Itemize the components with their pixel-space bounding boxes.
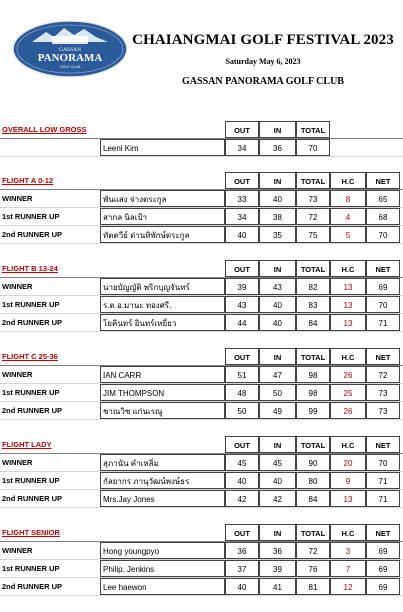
event-date: Saturday May 6, 2023 <box>225 57 301 66</box>
table-row <box>0 578 403 596</box>
score-in: 50 <box>259 384 296 401</box>
player-name: JIM THOMPSON <box>100 384 225 401</box>
score-out: 34 <box>225 139 259 156</box>
table-row <box>0 560 403 578</box>
results-section <box>0 524 403 596</box>
gassan-panorama-logo <box>12 20 128 78</box>
score-total: 82 <box>296 278 330 295</box>
score-out: 48 <box>225 384 259 401</box>
table-row <box>0 296 403 314</box>
column-header-total: TOTAL <box>296 436 330 453</box>
player-name: กัลยากร ภานุวัฒน์พงษ์ธร <box>100 472 225 489</box>
player-name: Lee haewon <box>100 578 225 595</box>
logo-line3: GOLF CLUB <box>60 65 80 69</box>
player-name: IAN CARR <box>100 366 225 383</box>
score-out: 51 <box>225 366 259 383</box>
results-section <box>0 260 403 332</box>
score-out: 43 <box>225 296 259 313</box>
table-row <box>0 366 403 384</box>
score-out: 37 <box>225 560 259 577</box>
player-name: ทัตตวีย์ ด่านทิพักษ์ตระกูล <box>100 226 225 243</box>
logo-line1: GASSAN <box>58 47 82 53</box>
score-hc: 20 <box>330 454 366 471</box>
score-hc: 13 <box>330 314 366 331</box>
placement-label: 1st RUNNER UP <box>2 300 60 309</box>
results-tables <box>0 121 403 612</box>
score-net: 71 <box>366 314 400 331</box>
column-header-net: NET <box>366 260 400 277</box>
score-hc: 7 <box>330 560 366 577</box>
column-header-hc: H.C <box>330 260 366 277</box>
placement-label: WINNER <box>2 458 33 467</box>
score-total: 99 <box>296 402 330 419</box>
score-total: 72 <box>296 542 330 559</box>
column-header-net: NET <box>366 524 400 541</box>
score-total: 84 <box>296 490 330 507</box>
score-net: 69 <box>366 578 400 595</box>
score-net: 71 <box>366 490 400 507</box>
score-net: 69 <box>366 278 400 295</box>
score-out: 39 <box>225 278 259 295</box>
column-header-total: TOTAL <box>296 260 330 277</box>
section-header-row <box>0 260 403 278</box>
score-total: 70 <box>296 139 330 156</box>
placement-label: 2nd RUNNER UP <box>2 494 63 503</box>
column-header-net: NET <box>366 348 400 365</box>
column-header-net: NET <box>366 436 400 453</box>
score-hc: 12 <box>330 578 366 595</box>
score-total: 72 <box>296 208 330 225</box>
column-header-hc: H.C <box>330 172 366 189</box>
score-hc: 26 <box>330 402 366 419</box>
table-row <box>0 314 403 332</box>
player-name: Mrs.Jay Jones <box>100 490 225 507</box>
score-total: 81 <box>296 578 330 595</box>
column-header-total: TOTAL <box>296 348 330 365</box>
score-net: 65 <box>366 190 400 207</box>
category-title: FLIGHT C 25-36 <box>2 352 58 361</box>
score-total: 84 <box>296 314 330 331</box>
score-hc: 4 <box>330 208 366 225</box>
score-out: 44 <box>225 314 259 331</box>
category-title: FLIGHT B 13-24 <box>2 264 58 273</box>
score-net: 70 <box>366 226 400 243</box>
player-name: พันแสง จ่างตระกูล <box>100 190 225 207</box>
score-net: 73 <box>366 402 400 419</box>
table-row <box>0 384 403 402</box>
category-title: FLIGHT LADY <box>2 440 52 449</box>
section-header-row <box>0 524 403 542</box>
score-hc: 5 <box>330 226 366 243</box>
section-header-row <box>0 436 403 454</box>
column-header-in: IN <box>259 436 296 453</box>
table-row <box>0 139 403 157</box>
score-out: 33 <box>225 190 259 207</box>
score-net: 72 <box>366 366 400 383</box>
score-net: 69 <box>366 560 400 577</box>
score-in: 49 <box>259 402 296 419</box>
placement-label: 1st RUNNER UP <box>2 476 60 485</box>
column-header-total: TOTAL <box>296 172 330 189</box>
table-row <box>0 454 403 472</box>
placement-label: WINNER <box>2 282 33 291</box>
page-header <box>0 0 403 118</box>
score-total: 83 <box>296 296 330 313</box>
club-name: GASSAN PANORAMA GOLF CLUB <box>182 76 344 87</box>
column-header-out: OUT <box>225 524 259 541</box>
section-header-row <box>0 172 403 190</box>
score-out: 36 <box>225 542 259 559</box>
player-name: โยคินทร์ อินทร์เหยี่ยว <box>100 314 225 331</box>
table-row <box>0 490 403 508</box>
score-out: 50 <box>225 402 259 419</box>
results-section <box>0 348 403 420</box>
placement-label: WINNER <box>2 370 33 379</box>
placement-label: 2nd RUNNER UP <box>2 406 63 415</box>
score-total: 80 <box>296 472 330 489</box>
results-section <box>0 121 403 157</box>
placement-label: 2nd RUNNER UP <box>2 230 63 239</box>
page-title: CHAIANGMAI GOLF FESTIVAL 2023 <box>132 32 394 48</box>
score-in: 36 <box>259 542 296 559</box>
score-net: 69 <box>366 542 400 559</box>
score-hc: 26 <box>330 366 366 383</box>
table-row <box>0 190 403 208</box>
score-in: 42 <box>259 490 296 507</box>
score-net: 70 <box>366 454 400 471</box>
placement-label: 2nd RUNNER UP <box>2 318 63 327</box>
results-section <box>0 436 403 508</box>
logo-line2: PANORAMA <box>37 52 103 64</box>
score-in: 35 <box>259 226 296 243</box>
score-net: 71 <box>366 472 400 489</box>
column-header-hc: H.C <box>330 348 366 365</box>
column-header-in: IN <box>259 524 296 541</box>
score-out: 40 <box>225 226 259 243</box>
score-hc: 13 <box>330 296 366 313</box>
player-name: ร.ต.อ.มานะ ทองศรี. <box>100 296 225 313</box>
column-header-hc: H.C <box>330 524 366 541</box>
player-name: นายบัญญัติ พริกบุญจันทร์ <box>100 278 225 295</box>
player-name: Leeni Kim <box>100 139 225 156</box>
player-name: สากล นิลเป้า <box>100 208 225 225</box>
category-title: FLIGHT SENIOR <box>2 528 60 537</box>
player-name: Hong youngpyo <box>100 542 225 559</box>
column-header-in: IN <box>259 260 296 277</box>
score-in: 36 <box>259 139 296 156</box>
score-in: 39 <box>259 560 296 577</box>
placement-label: 2nd RUNNER UP <box>2 582 63 591</box>
column-header-hc: H.C <box>330 436 366 453</box>
score-net: 68 <box>366 208 400 225</box>
score-in: 40 <box>259 472 296 489</box>
score-in: 40 <box>259 314 296 331</box>
score-hc: 9 <box>330 472 366 489</box>
column-header-out: OUT <box>225 436 259 453</box>
column-header-in: IN <box>259 348 296 365</box>
score-total: 73 <box>296 190 330 207</box>
placement-label: 1st RUNNER UP <box>2 564 60 573</box>
score-net: 70 <box>366 296 400 313</box>
score-hc: 3 <box>330 542 366 559</box>
score-total: 98 <box>296 384 330 401</box>
score-hc: 8 <box>330 190 366 207</box>
column-header-out: OUT <box>225 172 259 189</box>
results-section <box>0 172 403 244</box>
score-out: 34 <box>225 208 259 225</box>
player-name: สุภานัน คำเหลิ่ม <box>100 454 225 471</box>
column-header-out: OUT <box>225 348 259 365</box>
score-out: 45 <box>225 454 259 471</box>
score-out: 42 <box>225 490 259 507</box>
section-header-row <box>0 121 403 139</box>
score-in: 43 <box>259 278 296 295</box>
score-out: 40 <box>225 472 259 489</box>
placement-label: 1st RUNNER UP <box>2 212 60 221</box>
section-header-row <box>0 348 403 366</box>
placement-label: 1st RUNNER UP <box>2 388 60 397</box>
column-header-in: IN <box>259 121 296 138</box>
placement-label: WINNER <box>2 546 33 555</box>
table-row <box>0 226 403 244</box>
table-row <box>0 278 403 296</box>
column-header-total: TOTAL <box>296 524 330 541</box>
score-out: 40 <box>225 578 259 595</box>
category-title: OVERALL LOW GROSS <box>2 125 87 134</box>
score-total: 90 <box>296 454 330 471</box>
score-in: 45 <box>259 454 296 471</box>
table-row <box>0 208 403 226</box>
score-hc: 13 <box>330 490 366 507</box>
score-net: 73 <box>366 384 400 401</box>
score-total: 76 <box>296 560 330 577</box>
category-title: FLIGHT A 0-12 <box>2 176 54 185</box>
column-header-net: NET <box>366 172 400 189</box>
score-hc: 13 <box>330 278 366 295</box>
score-in: 41 <box>259 578 296 595</box>
score-hc: 25 <box>330 384 366 401</box>
table-row <box>0 402 403 420</box>
table-row <box>0 542 403 560</box>
score-total: 75 <box>296 226 330 243</box>
column-header-total: TOTAL <box>296 121 330 138</box>
column-header-out: OUT <box>225 121 259 138</box>
score-in: 40 <box>259 190 296 207</box>
score-in: 40 <box>259 296 296 313</box>
table-row <box>0 472 403 490</box>
player-name: ชาณวิช แก่นเรณู <box>100 402 225 419</box>
player-name: Philip. Jenkins <box>100 560 225 577</box>
placement-label: WINNER <box>2 194 33 203</box>
score-in: 38 <box>259 208 296 225</box>
column-header-in: IN <box>259 172 296 189</box>
column-header-out: OUT <box>225 260 259 277</box>
score-total: 98 <box>296 366 330 383</box>
score-in: 47 <box>259 366 296 383</box>
